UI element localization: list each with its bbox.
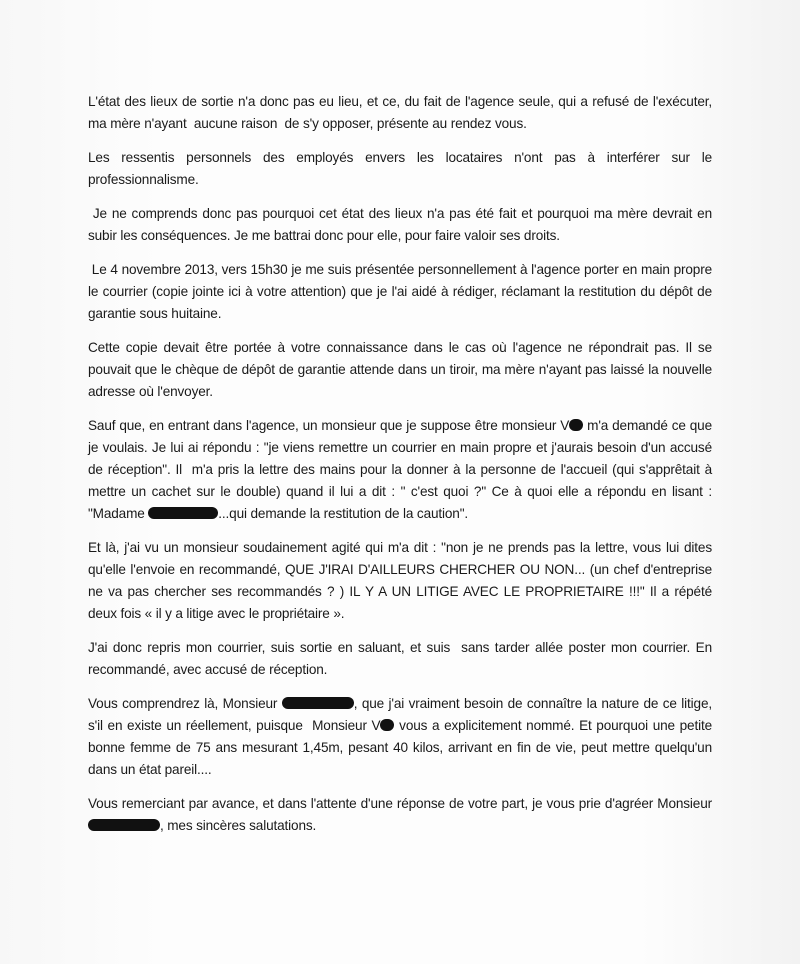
letter-paragraph bbox=[88, 337, 716, 403]
paragraph-text: Cette copie devait être portée à votre connaissance dans le cas où l'agence ne répondrait pas. Il se pouvait que le chèque de dépôt de garantie attende dans un tiroir, ma mère n'ayant pas laissé la nouvelle adresse où l'envoyer. bbox=[88, 340, 716, 399]
paragraph-text: J'ai donc repris mon courrier, suis sortie en saluant, et suis sans tarder allée poster mon courrier. En recommandé, avec accusé de réception. bbox=[88, 640, 716, 677]
paragraph-text: Les ressentis personnels des employés envers les locataires n'ont pas à interférer sur le professionnalisme. bbox=[88, 150, 716, 187]
letter-paragraph bbox=[88, 793, 716, 837]
redaction-mark bbox=[569, 419, 583, 431]
letter-paragraph bbox=[88, 693, 716, 781]
paragraph-text: m'a demandé ce que je voulais. Je lui ai répondu : "je viens remettre un courrier en main propre et j'aurais besoin d'un accusé de réception". Il m'a pris la lettre des mains pour la donner à la personne de l'accueil (qui s'apprêtait à mettre un cachet sur le double) quand il lui a dit : " c'est quoi ?" Ce à quoi elle a répondu en lisant : "Madame bbox=[88, 418, 716, 521]
paragraph-text: Je ne comprends donc pas pourquoi cet état des lieux n'a pas été fait et pourquoi ma mère devrait en subir les conséquences. Je me battrai donc pour elle, pour faire valoir ses droits. bbox=[88, 206, 716, 243]
letter-paragraph bbox=[88, 203, 716, 247]
paragraph-text: Sauf que, en entrant dans l'agence, un monsieur que je suppose être monsieur V bbox=[88, 418, 570, 433]
letter-body bbox=[88, 91, 716, 849]
paragraph-text: L'état des lieux de sortie n'a donc pas eu lieu, et ce, du fait de l'agence seule, qui a refusé de l'exécuter, ma mère n'ayant aucune raison de s'y opposer, présente au rendez vous. bbox=[88, 94, 716, 131]
paragraph-text: Le 4 novembre 2013, vers 15h30 je me suis présentée personnellement à l'agence porter en main propre le courrier (copie jointe ici à votre attention) que je l'ai aidé à rédiger, réclamant la restitution du dépôt de garantie sous huitaine. bbox=[88, 262, 716, 321]
paragraph-text: ...qui demande la restitution de la caution". bbox=[218, 506, 469, 521]
letter-paragraph bbox=[88, 259, 716, 325]
paragraph-text: Vous comprendrez là, Monsieur bbox=[88, 696, 282, 711]
redaction-mark bbox=[148, 507, 218, 519]
letter-paragraph bbox=[88, 415, 716, 525]
paragraph-text: Et là, j'ai vu un monsieur soudainement agité qui m'a dit : "non je ne prends pas la lettre, vous lui dites qu'elle l'envoie en recommandé, QUE J'IRAI D'AILLEURS CHERCHER OU NON... (un chef d'entreprise ne va pas chercher ses recommandés ? ) IL Y A UN LITIGE AVEC LE PROPRIETAIRE !!!" Il a répété deux fois « il y a litige avec le propriétaire ». bbox=[88, 540, 716, 621]
redaction-mark bbox=[380, 719, 394, 731]
paragraph-text: vous a explicitement nommé. Et pourquoi une petite bonne femme de 75 ans mesurant 1,45m, pesant 40 kilos, arrivant en fin de vie, peut mettre quelqu'un dans un état pareil.... bbox=[88, 718, 716, 777]
letter-paragraph bbox=[88, 637, 716, 681]
paragraph-text: Vous remerciant par avance, et dans l'attente d'une réponse de votre part, je vous prie d'agréer Monsieur bbox=[88, 796, 716, 811]
redaction-mark bbox=[88, 819, 160, 831]
letter-paragraph bbox=[88, 147, 716, 191]
letter-paragraph bbox=[88, 91, 716, 135]
letter-paragraph bbox=[88, 537, 716, 625]
paragraph-text: , mes sincères salutations. bbox=[160, 818, 317, 833]
paragraph-text: , que j'ai vraiment besoin de connaître la nature de ce litige, s'il en existe un réellement, puisque Monsieur V bbox=[88, 696, 716, 733]
redaction-mark bbox=[282, 697, 354, 709]
